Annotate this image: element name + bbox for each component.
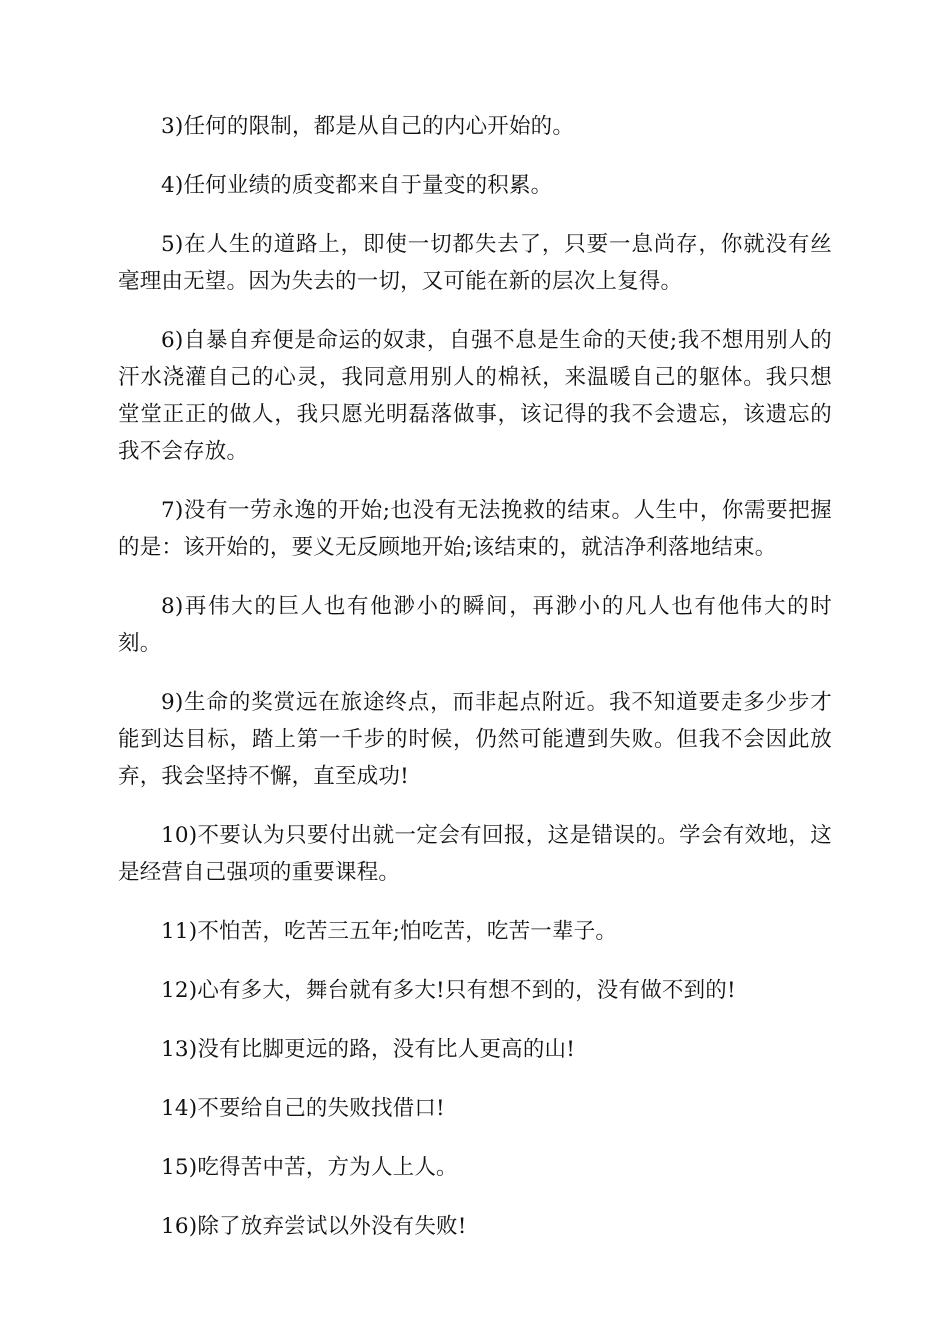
paragraph-14: 14)不要给自己的失败找借口! (161, 1096, 445, 1121)
paragraph-5: 5)在人生的道路上，即使一切都失去了，只要一息尚存，你就没有丝毫理由无望。因为失去的一切，又可能在新的层次上复得。 (118, 232, 832, 294)
paragraph-3: 3)任何的限制，都是从自己的内心开始的。 (161, 114, 575, 139)
paragraph-11: 11)不怕苦，吃苦三五年;怕吃苦，吃苦一辈子。 (161, 919, 618, 944)
paragraph-9: 9)生命的奖赏远在旅途终点，而非起点附近。我不知道要走多少步才能到达目标，踏上第一千步的时候，仍然可能遭到失败。但我不会因此放弃，我会坚持不懈，直至成功! (118, 690, 832, 789)
paragraph-16: 16)除了放弃尝试以外没有失败! (161, 1214, 467, 1239)
paragraph-15: 15)吃得苦中苦，方为人上人。 (161, 1155, 458, 1180)
paragraph-4: 4)任何业绩的质变都来自于量变的积累。 (161, 173, 553, 198)
paragraph-12: 12)心有多大，舞台就有多大!只有想不到的，没有做不到的! (161, 978, 736, 1003)
paragraph-6: 6)自暴自弃便是命运的奴隶，自强不息是生命的天使;我不想用别人的汗水浇灌自己的心灵，我同意用别人的棉袄，来温暖自己的躯体。我只想堂堂正正的做人，我只愿光明磊落做事，该记得的我不会遗忘，该遗忘的我不会存放。 (118, 328, 832, 464)
paragraph-8: 8)再伟大的巨人也有他渺小的瞬间，再渺小的凡人也有他伟大的时刻。 (118, 594, 832, 656)
paragraph-7: 7)没有一劳永逸的开始;也没有无法挽救的结束。人生中，你需要把握的是：该开始的，要义无反顾地开始;该结束的，就洁净利落地结束。 (118, 498, 832, 560)
paragraph-10: 10)不要认为只要付出就一定会有回报，这是错误的。学会有效地，这是经营自己强项的重要课程。 (118, 823, 832, 885)
paragraph-13: 13)没有比脚更远的路，没有比人更高的山! (161, 1037, 576, 1062)
